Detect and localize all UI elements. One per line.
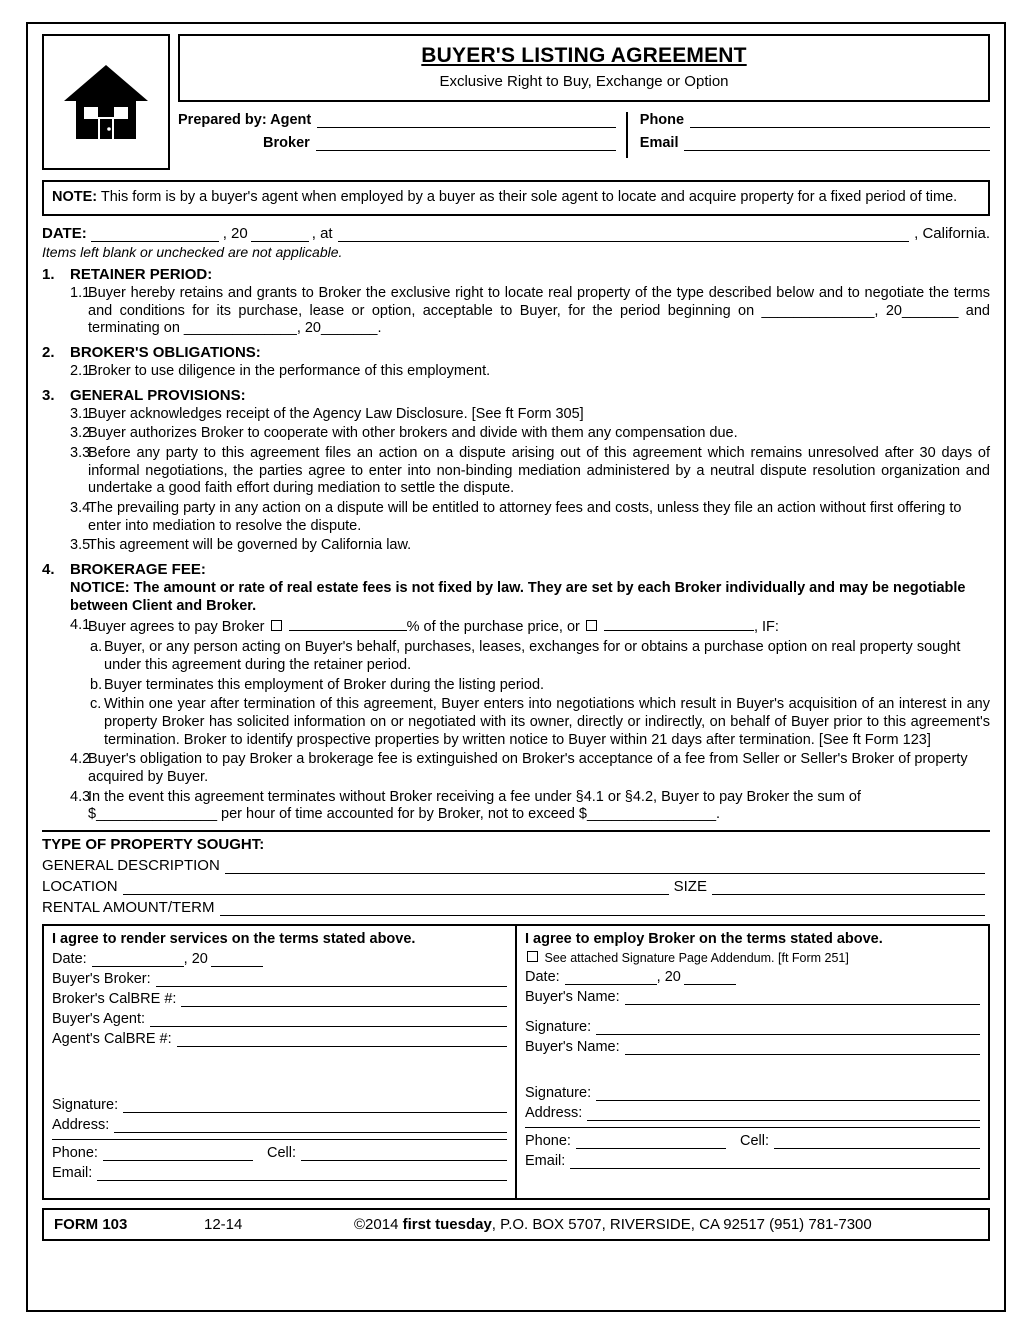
buyer-phone-row (525, 1133, 980, 1149)
buyer-date-year-prefix: , 20 (656, 969, 681, 986)
clause-3-3-text: Before any party to this agreement files an action on a dispute arising out of this agreement which remains unresolved after 30 days of informal negotiations, the parties agree to enter into non-binding mediation administered by a neutral dispute resolution organization and undertake a good faith effort during mediation to settle the dispute. (88, 444, 990, 497)
form-sheet (26, 22, 1006, 1312)
clause-4-1-a (42, 639, 990, 674)
property-sought-block (42, 836, 990, 916)
clause-1-1-text: Buyer hereby retains and grants to Broker the exclusive right to locate real property of the type described below and to negotiate the terms and conditions for its purchase, lease or option, acceptable to Buyer, for the period beginning on ______________, 20_______ and terminating on ______________, 20_______. (88, 284, 990, 337)
broker-label: Broker (263, 135, 310, 151)
clause-4-3-text: In the event this agreement terminates without Broker receiving a fee under §4.1 or §4.2, Buyer to pay Broker the sum of $_______________ per hour of time accounted for by Broker, not to exceed $________________. (88, 788, 861, 823)
agents-calbre-input[interactable] (177, 1031, 507, 1047)
percent-input[interactable] (289, 617, 407, 631)
header-right (178, 34, 990, 170)
broker-address-row (52, 1117, 507, 1133)
clause-3-1 (42, 406, 990, 424)
buyer-name-input-2[interactable] (625, 1039, 980, 1055)
section-4-head (42, 561, 990, 578)
section-broker-obligations (42, 344, 990, 381)
rental-input[interactable] (220, 901, 985, 916)
buyer-date-label: Date: (525, 969, 560, 986)
note-label: NOTE: (52, 189, 98, 205)
copyright-text (354, 1216, 978, 1233)
form-footer (42, 1208, 990, 1241)
clause-4-1-intro-a: Buyer agrees to pay Broker (88, 619, 265, 636)
brokers-calbre-row (52, 991, 507, 1007)
addendum-label: See attached Signature Page Addendum. [ft Form 251] (544, 951, 849, 966)
clause-4-1-c (42, 696, 990, 749)
clause-3-2 (42, 425, 990, 443)
general-description-label: GENERAL DESCRIPTION (42, 857, 220, 875)
section-3-number: 3. (42, 386, 55, 404)
agents-calbre-label: Agent's CalBRE #: (52, 1031, 172, 1048)
buyer-signature-row-2 (525, 1085, 980, 1101)
section-3-head (42, 387, 990, 404)
buyer-phone-input[interactable] (576, 1135, 726, 1149)
clause-1-1 (42, 285, 990, 338)
clause-3-4 (42, 500, 990, 535)
clause-4-3 (42, 789, 990, 824)
broker-date-year-prefix: , 20 (183, 951, 208, 968)
buyers-agent-input[interactable] (150, 1011, 507, 1027)
size-label: SIZE (673, 878, 707, 896)
broker-phone-input[interactable] (103, 1147, 253, 1161)
broker-signature-row (52, 1097, 507, 1113)
broker-input[interactable] (316, 135, 616, 151)
page-title: BUYER'S LISTING AGREEMENT (421, 44, 747, 67)
buyer-cell-label: Cell: (739, 1133, 769, 1150)
email-row (640, 135, 990, 151)
buyers-broker-row (52, 971, 507, 987)
buyer-phone-label: Phone: (525, 1133, 571, 1150)
buyer-signature-input-1[interactable] (596, 1019, 980, 1035)
buyer-name-row-1 (525, 989, 980, 1005)
buyer-name-row-2 (525, 1039, 980, 1055)
section-divider (42, 830, 990, 832)
broker-email-input[interactable] (97, 1165, 507, 1181)
buyer-name-label-2: Buyer's Name: (525, 1039, 620, 1056)
prepared-by-block (178, 112, 990, 158)
logo-box (42, 34, 170, 170)
clause-3-2-number: 3.2 (70, 425, 91, 442)
section-2-number: 2. (42, 343, 55, 361)
clause-4-1-intro-b: % of the purchase price, or (406, 619, 580, 636)
percent-checkbox[interactable] (271, 620, 282, 631)
form-header (42, 34, 990, 170)
broker-date-row (52, 951, 507, 967)
clause-4-1-b-number: b. (90, 676, 103, 693)
buyer-email-row (525, 1153, 980, 1169)
section-1-head (42, 266, 990, 283)
buyer-address-row (525, 1105, 980, 1121)
note-box (42, 180, 990, 216)
note-text: This form is by a buyer's agent when employed by a buyer as their sole agent to locate and acquire property for a fixed period of time. (100, 189, 958, 205)
broker-cell-label: Cell: (266, 1145, 296, 1162)
broker-address-label: Address: (52, 1117, 110, 1134)
clause-3-1-number: 3.1 (70, 405, 91, 422)
section-2-title: BROKER'S OBLIGATIONS: (70, 343, 261, 361)
buyer-date-input[interactable] (565, 971, 657, 985)
section-brokerage-fee (42, 561, 990, 824)
clause-3-3-number: 3.3 (70, 444, 91, 461)
broker-signature-label: Signature: (52, 1097, 119, 1114)
right-spacer-1 (525, 1009, 980, 1019)
rental-row (42, 899, 990, 916)
general-description-input[interactable] (225, 859, 985, 874)
broker-phone-label: Phone: (52, 1145, 98, 1162)
prepared-by-agent-row (178, 112, 616, 128)
broker-row (178, 135, 616, 151)
clause-4-2-number: 4.2 (70, 751, 91, 768)
clause-4-1-text (88, 617, 990, 637)
buyer-address-input[interactable] (587, 1105, 980, 1121)
section-retainer-period (42, 266, 990, 338)
date-state-label: , California. (914, 224, 990, 242)
broker-date-year-input[interactable] (211, 953, 263, 967)
section-general-provisions (42, 387, 990, 556)
clause-4-1-c-text: Within one year after termination of this agreement, Buyer enters into negotiations which result in Buyer's acquisition of an interest in any property Broker has solicited information on or negotiated with its owner, directly or indirectly, on behalf of Buyer prior to this agreement's termination. Broker to identify prospective properties by written notice to Buyer within 21 days after termination. [See ft Form 123] (104, 696, 990, 748)
date-year-prefix: , 20 (222, 224, 248, 242)
date-place-input[interactable] (338, 227, 910, 242)
buyer-email-label: Email: (525, 1153, 566, 1170)
title-box (178, 34, 990, 102)
broker-date-label: Date: (52, 951, 87, 968)
broker-agreement-heading: I agree to render services on the terms stated above. (52, 931, 416, 948)
agent-input[interactable] (317, 112, 616, 128)
location-input[interactable] (123, 880, 669, 895)
clause-1-1-number: 1.1 (70, 284, 91, 301)
buyer-name-label-1: Buyer's Name: (525, 989, 620, 1006)
section-4-number: 4. (42, 561, 55, 579)
prepared-left (178, 112, 628, 158)
date-year-input[interactable] (251, 227, 309, 242)
phone-row (640, 112, 990, 128)
clause-4-3-number: 4.3 (70, 788, 91, 805)
page-subtitle: Exclusive Right to Buy, Exchange or Option (439, 73, 729, 90)
section-3-title: GENERAL PROVISIONS: (70, 386, 246, 404)
broker-address-input[interactable] (114, 1117, 507, 1133)
date-line (42, 225, 990, 242)
date-input[interactable] (91, 227, 219, 242)
buyers-broker-label: Buyer's Broker: (52, 971, 151, 988)
buyer-signature-label-2: Signature: (525, 1085, 592, 1102)
addendum-checkbox[interactable] (527, 951, 538, 962)
clause-4-1-b (42, 677, 990, 695)
right-spacer-2 (525, 1059, 980, 1085)
clause-4-2 (42, 751, 990, 786)
broker-address-line2[interactable] (52, 1139, 507, 1140)
clause-3-5-text: This agreement will be governed by California law. (88, 537, 412, 554)
flatfee-input[interactable] (604, 617, 754, 631)
section-1-number: 1. (42, 265, 55, 283)
clause-4-1-a-number: a. (90, 639, 103, 656)
clause-3-1-text: Buyer acknowledges receipt of the Agency Law Disclosure. [See ft Form 305] (88, 405, 584, 422)
date-at-label: , at (311, 224, 333, 242)
broker-signature-input[interactable] (123, 1097, 507, 1113)
phone-input[interactable] (690, 112, 990, 128)
applicability-note: Items left blank or unchecked are not applicable. (42, 243, 343, 260)
signature-column-broker (44, 926, 517, 1198)
form-date-code: 12-14 (204, 1216, 243, 1234)
clause-3-5-number: 3.5 (70, 537, 91, 554)
buyer-signature-label-1: Signature: (525, 1019, 592, 1036)
clause-3-4-number: 3.4 (70, 500, 91, 517)
prepared-right (628, 112, 990, 158)
location-label: LOCATION (42, 878, 118, 896)
clause-3-5 (42, 537, 990, 555)
section-1-title: RETAINER PERIOD: (70, 265, 213, 283)
copyright-pre: ©2014 (354, 1216, 403, 1234)
clause-4-1-c-number: c. (90, 696, 102, 713)
buyers-agent-label: Buyer's Agent: (52, 1011, 146, 1028)
addendum-row (525, 951, 980, 965)
buyer-signature-input-2[interactable] (596, 1085, 980, 1101)
company-name: first tuesday (402, 1216, 492, 1234)
broker-cell-input[interactable] (301, 1145, 507, 1161)
house-icon (62, 61, 150, 143)
date-label: DATE: (42, 224, 87, 242)
property-sought-title: TYPE OF PROPERTY SOUGHT: (42, 836, 265, 854)
broker-phone-row (52, 1145, 507, 1161)
copyright-post: , P.O. BOX 5707, RIVERSIDE, CA 92517 (951) 781-7300 (491, 1216, 872, 1234)
clause-2-1 (42, 363, 990, 381)
clause-3-3 (42, 445, 990, 498)
broker-email-row (52, 1165, 507, 1181)
email-label: Email (639, 135, 679, 151)
broker-email-label: Email: (52, 1165, 93, 1182)
section-2-head (42, 344, 990, 361)
general-description-row (42, 857, 990, 874)
broker-date-input[interactable] (92, 953, 184, 967)
buyer-email-input[interactable] (570, 1153, 980, 1169)
buyers-broker-input[interactable] (156, 971, 507, 987)
clause-4-1-number: 4.1 (70, 617, 91, 634)
clause-3-4-text: The prevailing party in any action on a dispute will be entitled to attorney fees and costs, unless they file an action without first offering to enter into mediation to resolve the dispute. (88, 500, 962, 534)
buyer-agreement-heading: I agree to employ Broker on the terms stated above. (525, 931, 883, 948)
agents-calbre-row (52, 1031, 507, 1047)
signature-column-buyer (517, 926, 988, 1198)
clause-4-1 (42, 617, 990, 637)
clause-3-2-text: Buyer authorizes Broker to cooperate with other brokers and divide with them any compensation due. (88, 425, 738, 442)
brokerage-fee-notice: NOTICE: The amount or rate of real estate fees is not fixed by law. They are set by each Broker individually and may be negotiable between Client and Broker. (70, 580, 966, 614)
section-4-title: BROKERAGE FEE: (70, 561, 206, 579)
form-number: FORM 103 (54, 1216, 128, 1234)
clause-4-2-text: Buyer's obligation to pay Broker a brokerage fee is extinguished on Broker's acceptance of a fee from Seller or Seller's Broker of property acquired by Buyer. (88, 751, 968, 785)
clause-4-1-intro-c: , IF: (753, 619, 779, 636)
email-input[interactable] (684, 135, 990, 151)
clause-4-1-b-text: Buyer terminates this employment of Broker during the listing period. (104, 676, 545, 693)
signature-block (42, 924, 990, 1200)
buyer-address-line2[interactable] (525, 1127, 980, 1128)
buyer-cell-input[interactable] (774, 1133, 980, 1149)
prepared-by-label: Prepared by: Agent (178, 112, 312, 128)
clause-2-1-number: 2.1 (70, 362, 91, 379)
brokers-calbre-label: Broker's CalBRE #: (52, 991, 177, 1008)
left-spacer (52, 1051, 507, 1097)
size-input[interactable] (712, 880, 985, 895)
brokers-calbre-input[interactable] (181, 991, 507, 1007)
rental-label: RENTAL AMOUNT/TERM (42, 899, 215, 917)
phone-label: Phone (639, 112, 685, 128)
buyer-date-row (525, 969, 980, 985)
buyer-name-input-1[interactable] (625, 989, 980, 1005)
buyer-signature-row-1 (525, 1019, 980, 1035)
flatfee-checkbox[interactable] (586, 620, 597, 631)
buyer-address-label: Address: (525, 1105, 583, 1122)
location-row (42, 878, 990, 895)
clause-2-1-text: Broker to use diligence in the performance of this employment. (88, 362, 491, 379)
buyers-agent-row (52, 1011, 507, 1027)
buyer-date-year-input[interactable] (684, 971, 736, 985)
clause-4-1-a-text: Buyer, or any person acting on Buyer's behalf, purchases, leases, exchanges for or obtains a purchase option on real property sought under this agreement during the retainer period. (104, 639, 961, 673)
